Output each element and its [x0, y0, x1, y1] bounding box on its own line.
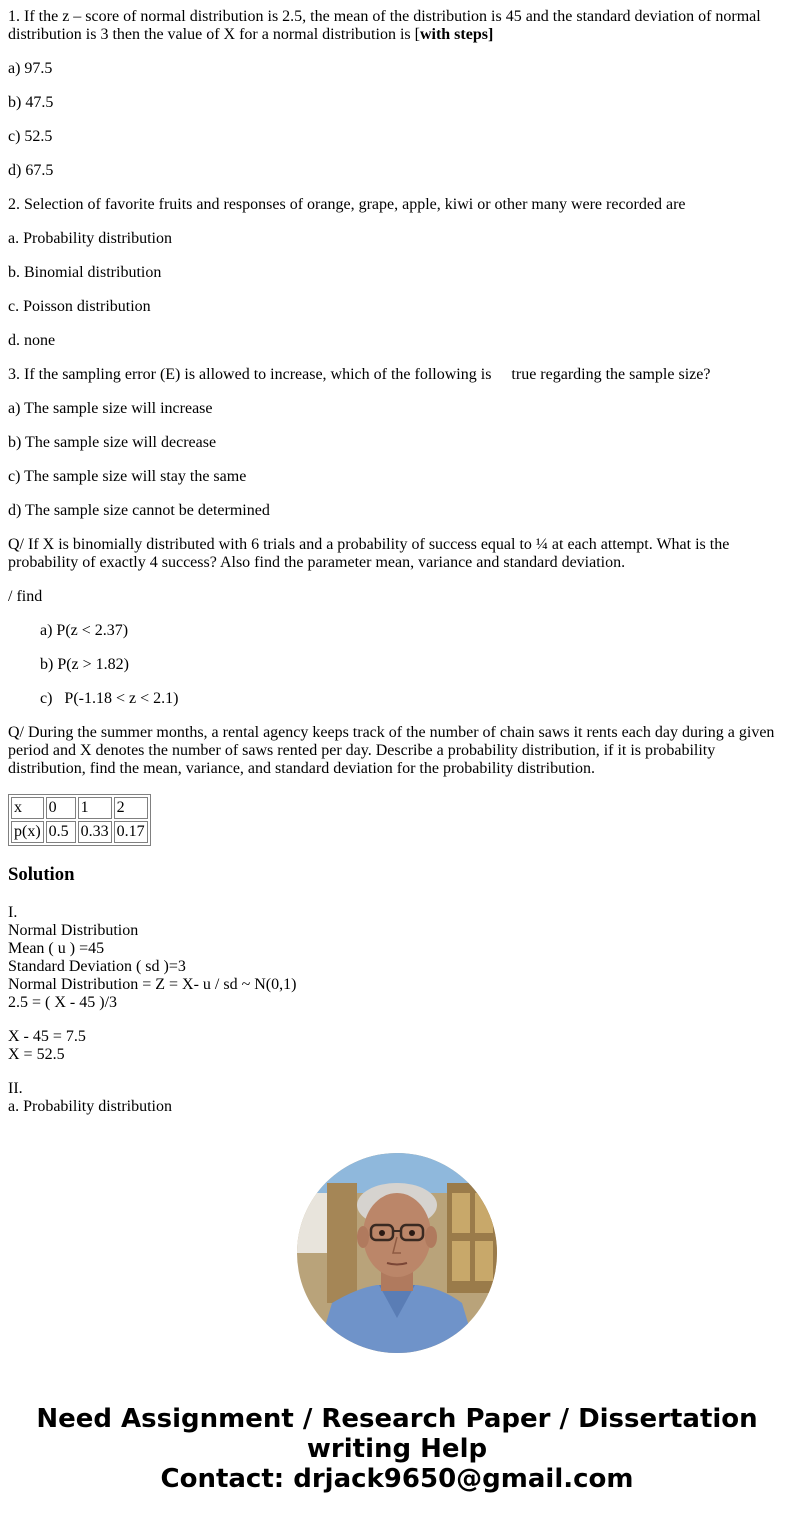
q5-option-c: c) P(-1.18 < z < 2.1): [40, 690, 179, 707]
q3-option-d: d) The sample size cannot be determined: [8, 502, 270, 519]
question-3: 3. If the sampling error (E) is allowed to increase, which of the following is true regarding the sample size?: [8, 366, 711, 383]
solution-line: Mean ( u ) =45: [8, 940, 105, 957]
promo-banner: [0, 1404, 794, 1494]
q1-option-b: b) 47.5: [8, 94, 54, 111]
promo-line-1: Need Assignment / Research Paper / Dissertation: [36, 1404, 758, 1434]
solution-part-3: [8, 1080, 784, 1116]
table-cell: 2: [114, 797, 148, 819]
question-6: Q/ During the summer months, a rental agency keeps track of the number of chain saws it rents each day during a given period and X denotes the number of saws rented per day. Describe a probability distribution, if it is probability distribution, find the mean, variance, and standard deviation for the probability distribution.: [8, 724, 775, 777]
q3-option-c: c) The sample size will stay the same: [8, 468, 247, 485]
table-cell: 1: [78, 797, 112, 819]
solution-line: 2.5 = ( X - 45 )/3: [8, 994, 118, 1011]
question-4: Q/ If X is binomially distributed with 6 trials and a probability of success equal to ¼ at each attempt. What is the probability of exactly 4 success? Also find the parameter mean, variance and standard deviation.: [8, 536, 730, 571]
question-5: / find: [8, 588, 43, 605]
solution-part-2: [8, 1028, 784, 1064]
promo-contact[interactable]: Contact: drjack9650@gmail.com: [160, 1464, 634, 1494]
solution-line: Normal Distribution: [8, 922, 139, 939]
question-1-bold: with steps]: [419, 26, 494, 43]
question-1-text: 1. If the z – score of normal distribution is 2.5, the mean of the distribution is 45 and the standard deviation of normal distribution is 3 then the value of X for a normal distribution is [: [8, 8, 761, 43]
q2-option-b: b. Binomial distribution: [8, 264, 162, 281]
author-avatar: [297, 1153, 497, 1353]
q2-option-a: a. Probability distribution: [8, 230, 172, 247]
table-cell: 0.33: [78, 821, 112, 843]
table-row: [11, 797, 148, 819]
table-row: [11, 821, 148, 843]
table-cell: 0: [46, 797, 76, 819]
table-cell: p(x): [11, 821, 44, 843]
q1-option-d: d) 67.5: [8, 162, 54, 179]
table-cell: x: [11, 797, 44, 819]
q1-option-c: c) 52.5: [8, 128, 53, 145]
solution-part-1: [8, 904, 784, 1012]
q5-option-b: b) P(z > 1.82): [40, 656, 130, 673]
probability-table: [8, 794, 151, 846]
solution-line: Normal Distribution = Z = X- u / sd ~ N(0,1): [8, 976, 297, 993]
q1-option-a: a) 97.5: [8, 60, 53, 77]
q2-option-c: c. Poisson distribution: [8, 298, 151, 315]
solution-heading: Solution: [8, 864, 75, 885]
solution-line: Standard Deviation ( sd )=3: [8, 958, 186, 975]
q3-option-b: b) The sample size will decrease: [8, 434, 217, 451]
q3-option-a: a) The sample size will increase: [8, 400, 213, 417]
q5-option-a: a) P(z < 2.37): [40, 622, 129, 639]
promo-line-2: writing Help: [306, 1434, 488, 1464]
solution-line: X = 52.5: [8, 1046, 65, 1063]
q2-option-d: d. none: [8, 332, 56, 349]
solution-line: I.: [8, 904, 18, 921]
solution-line: a. Probability distribution: [8, 1098, 172, 1115]
solution-line: II.: [8, 1080, 23, 1097]
document-body: [8, 8, 784, 1132]
solution-line: X - 45 = 7.5: [8, 1028, 86, 1045]
table-cell: 0.17: [114, 821, 148, 843]
question-2: 2. Selection of favorite fruits and responses of orange, grape, apple, kiwi or other many were recorded are: [8, 196, 686, 213]
avatar-portrait: [297, 1153, 497, 1353]
question-1: [8, 8, 784, 44]
table-cell: 0.5: [46, 821, 76, 843]
